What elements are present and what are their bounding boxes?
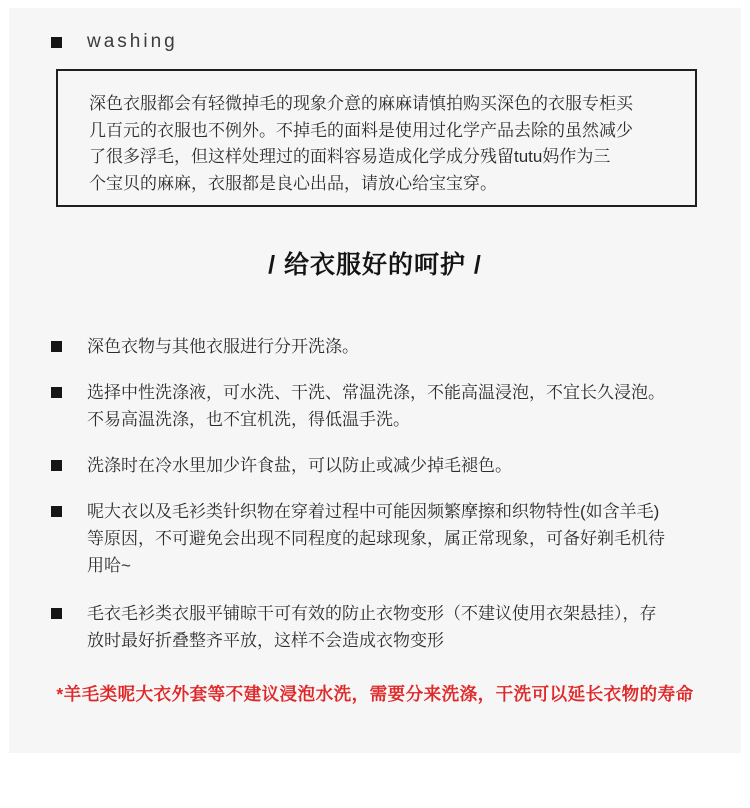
notice-line: 个宝贝的麻麻，衣服都是良心出品，请放心给宝宝穿。: [89, 173, 497, 193]
washing-label: washing: [87, 31, 178, 52]
care-line: 放时最好折叠整齐平放，这样不会造成衣物变形: [87, 631, 444, 650]
notice-line: 了很多浮毛，但这样处理过的面料容易造成化学成分残留tutu妈作为三: [89, 147, 611, 166]
list-item: [51, 600, 701, 654]
care-instructions-list: [9, 333, 741, 654]
care-line: 呢大衣以及毛衫类针织物在穿着过程中可能因频繁摩擦和织物特性(如含羊毛): [87, 502, 660, 521]
square-bullet-icon: [51, 460, 62, 471]
care-line: 选择中性洗涤液，可水洗、干洗、常温洗涤，不能高温浸泡，不宜长久浸泡。: [87, 383, 665, 402]
list-item-text: [87, 333, 359, 360]
care-line: 毛衣毛衫类衣服平铺晾干可有效的防止衣物变形（不建议使用衣架悬挂），存: [87, 604, 657, 623]
care-line: 深色衣物与其他衣服进行分开洗涤。: [87, 337, 359, 356]
notice-line: 几百元的衣服也不例外。不掉毛的面料是使用过化学产品去除的虽然减少: [89, 120, 633, 140]
list-item-text: [87, 379, 665, 433]
list-item-text: [87, 452, 512, 479]
square-bullet-icon: [51, 341, 62, 352]
shedding-notice-box: [56, 69, 697, 207]
list-item: [51, 333, 701, 360]
care-line: 等原因，不可避免会出现不同程度的起球现象，属正常现象，可备好剃毛机待: [87, 529, 665, 548]
care-line: 洗涤时在冷水里加少许食盐，可以防止或减少掉毛褪色。: [87, 456, 512, 475]
square-bullet-icon: [51, 37, 62, 48]
washing-info-panel: [9, 8, 741, 753]
wool-washing-warning: *羊毛类呢大衣外套等不建议浸泡水洗，需要分来洗涤，干洗可以延长衣物的寿命: [56, 684, 694, 704]
list-item: [51, 452, 701, 479]
square-bullet-icon: [51, 387, 62, 398]
notice-line: 深色衣服都会有轻微掉毛的现象介意的麻麻请慎拍购买深色的衣服专柜买: [89, 94, 633, 113]
list-item: [51, 498, 701, 579]
washing-header: [9, 8, 741, 54]
square-bullet-icon: [51, 506, 62, 517]
list-item-text: [87, 600, 657, 654]
care-line: 不易高温洗涤，也不宜机洗，得低温手洗。: [87, 410, 410, 429]
square-bullet-icon: [51, 608, 62, 619]
list-item-text: [87, 498, 665, 579]
section-title: / 给衣服好的呵护 /: [268, 251, 482, 279]
care-line: 用哈~: [87, 556, 131, 575]
list-item: [51, 379, 701, 433]
